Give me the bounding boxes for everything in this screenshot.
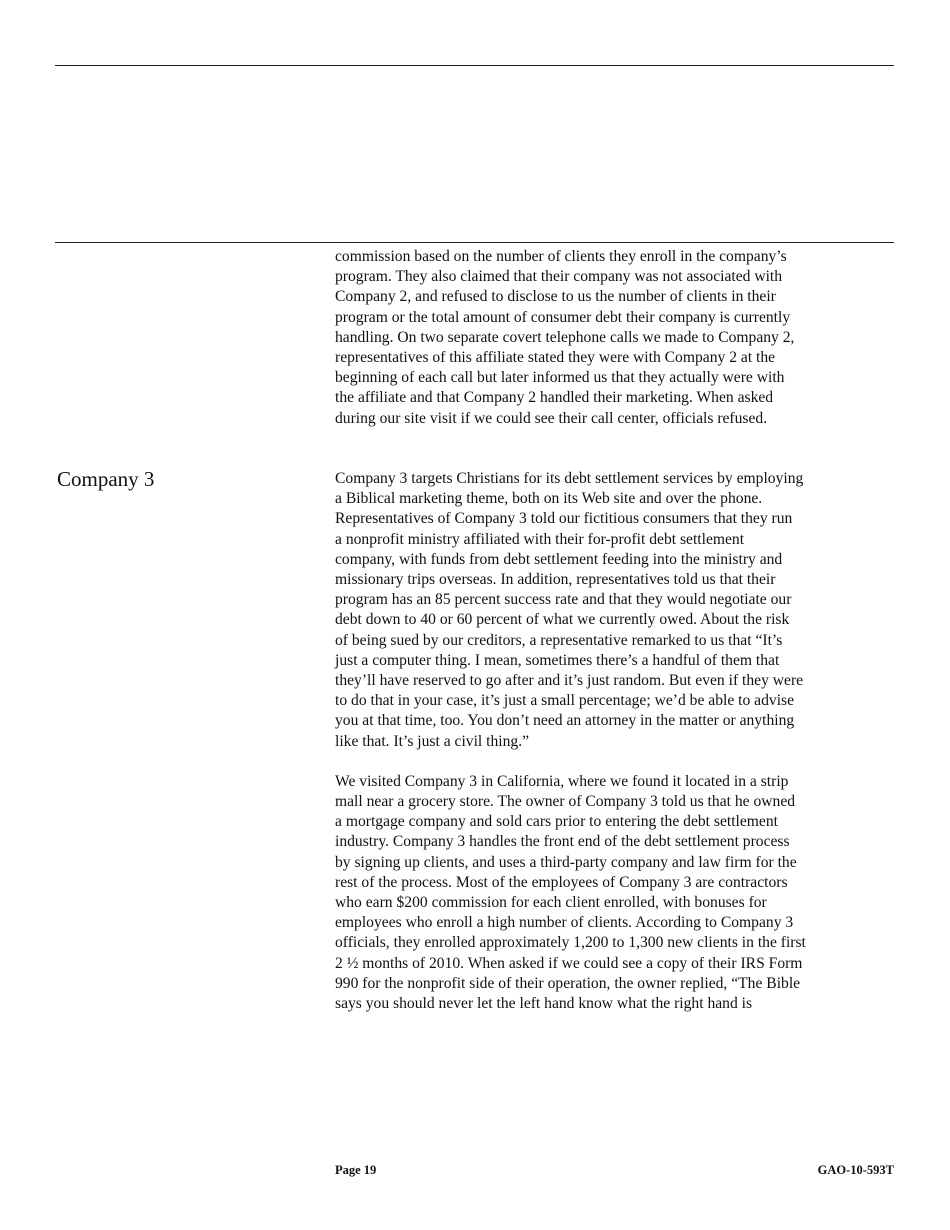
continuation-text-block (335, 247, 895, 429)
company-3-paragraph-2: We visited Company 3 in California, where we found it located in a strip mall near a grocery store. The owner of Company 3 told us that he owned a mortgage company and sold cars prior to entering the debt settlement industry. Company 3 handles the front end of the debt settlement process by signing up clients, and uses a third-party company and law firm for the rest of the process. Most of the employees of Company 3 are contractors who earn $200 commission for each client enrolled, with bonuses for employees who enroll a high number of clients. According to Company 3 officials, they enrolled approximately 1,200 to 1,300 new clients in the first 2 ½ months of 2010. When asked if we could see a copy of their IRS Form 990 for the nonprofit side of their operation, the owner replied, “The Bible says you should never let the left hand know what the right hand is (335, 772, 806, 1013)
company-3-paragraph-1: Company 3 targets Christians for its debt settlement services by employing a Biblical marketing theme, both on its Web site and over the phone. Representatives of Company 3 told our fictitious consumers that they run a nonprofit ministry affiliated with their for-profit debt settlement company, with funds from debt settlement feeding into the ministry and missionary trips overseas. In addition, representatives told us that their program has an 85 percent success rate and that they would negotiate our debt down to 40 or 60 percent of what we currently owed. About the risk of being sued by our creditors, a representative remarked to us that “It’s just a computer thing. I mean, sometimes there’s a handful of them that they’ll have reserved to go after and it’s just random. But even if they were to do that in your case, it’s just a small percentage; we’d be able to advise you at that time, too. You don’t need an attorney in the matter or anything like that. It’s just a civil thing.” (335, 470, 804, 750)
continuation-paragraph: commission based on the number of clients they enroll in the company’s program. They also claimed that their company was not associated with Company 2, and refused to disclose to us the number of clients in their program or the total amount of consumer debt their company is currently handling. On two separate covert telephone calls we made to Company 2, representatives of this affiliate stated they were with Company 2 at the beginning of each call but later informed us that they actually were with the affiliate and that Company 2 handled their marketing. When asked during our site visit if we could see their call center, officials refused. (335, 248, 795, 427)
section-rule (55, 242, 894, 243)
company-3-heading: Company 3 (57, 467, 155, 491)
report-number: GAO-10-593T (817, 1163, 894, 1177)
company-3-text-block (335, 469, 895, 1014)
top-rule (55, 65, 894, 66)
page-number: Page 19 (335, 1163, 377, 1177)
